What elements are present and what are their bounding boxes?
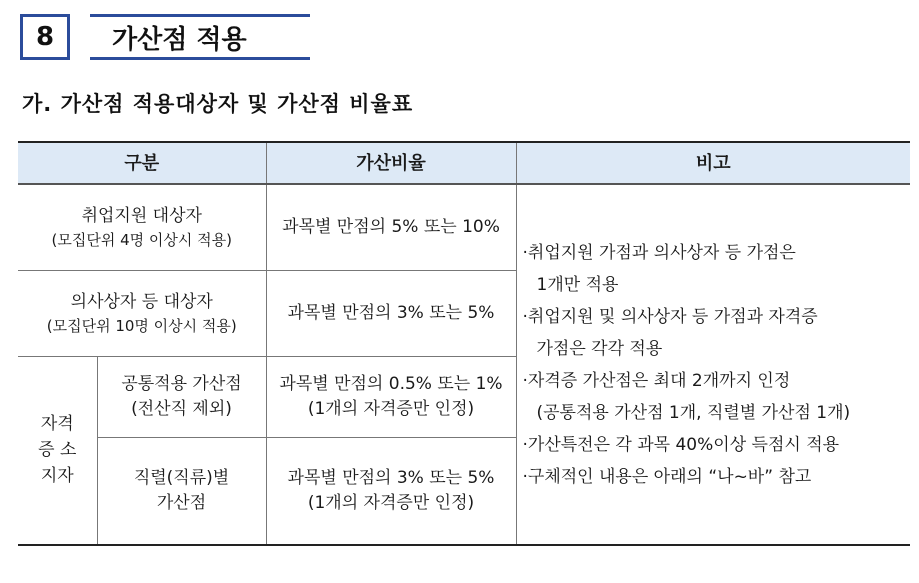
category-label: 취업지원 대상자 [81,205,202,226]
header-notes: 비고 [516,142,910,184]
note-item-continuation: 가점은 각각 적용 [536,338,663,359]
section-title: 가산점 적용 [90,14,310,60]
section-header [20,14,320,64]
header-ratio: 가산비율 [266,142,516,184]
category-cell [18,184,266,270]
ratio-label: 과목별 만점의 0.5% 또는 1% [279,373,503,394]
notes-cell [516,184,910,545]
ratio-cell [266,184,516,270]
ratio-label: 과목별 만점의 5% 또는 10% [282,216,500,237]
category-cell [18,270,266,356]
category-cell [97,356,266,437]
category-cell [97,437,266,545]
category-note: (모집단위 10명 이상시 적용) [46,316,237,335]
ratio-note: (1개의 자격증만 인정) [307,398,475,419]
category-label: 의사상자 등 대상자 [70,291,213,312]
category-note: (전산직 제외) [131,398,232,419]
group-cell [18,356,97,545]
table-row [18,184,910,270]
category-label: 공통적용 가산점 [121,373,242,394]
ratio-cell [266,356,516,437]
section-number: 8 [20,14,70,60]
note-item-continuation: 1개만 적용 [536,274,619,295]
ratio-cell [266,437,516,545]
note-item: ·취업지원 가점과 의사상자 등 가점은 [522,242,796,263]
ratio-label: 과목별 만점의 3% 또는 5% [287,302,495,323]
ratio-cell [266,270,516,356]
note-item-continuation: (공통적용 가산점 1개, 직렬별 가산점 1개) [536,402,851,423]
note-item: ·취업지원 및 의사상자 등 가점과 자격증 [522,306,818,327]
ratio-label: 과목별 만점의 3% 또는 5% [287,467,495,488]
category-label: 직렬(직류)별 [133,467,230,488]
note-item: ·구체적인 내용은 아래의 “나~바” 참고 [522,466,812,487]
note-item: ·자격증 가산점은 최대 2개까지 인정 [522,370,791,391]
category-note: (모집단위 4명 이상시 적용) [51,230,232,249]
group-label: 자격증 소지자 [38,414,77,487]
ratio-note: (1개의 자격증만 인정) [307,492,475,513]
table-header-row [18,142,910,184]
category-note: 가산점 [156,492,207,513]
note-item: ·가산특전은 각 과목 40%이상 득점시 적용 [522,434,840,455]
subsection-title: 가. 가산점 적용대상자 및 가산점 비율표 [22,92,414,116]
header-category: 구분 [18,142,266,184]
bonus-rate-table [18,141,910,546]
